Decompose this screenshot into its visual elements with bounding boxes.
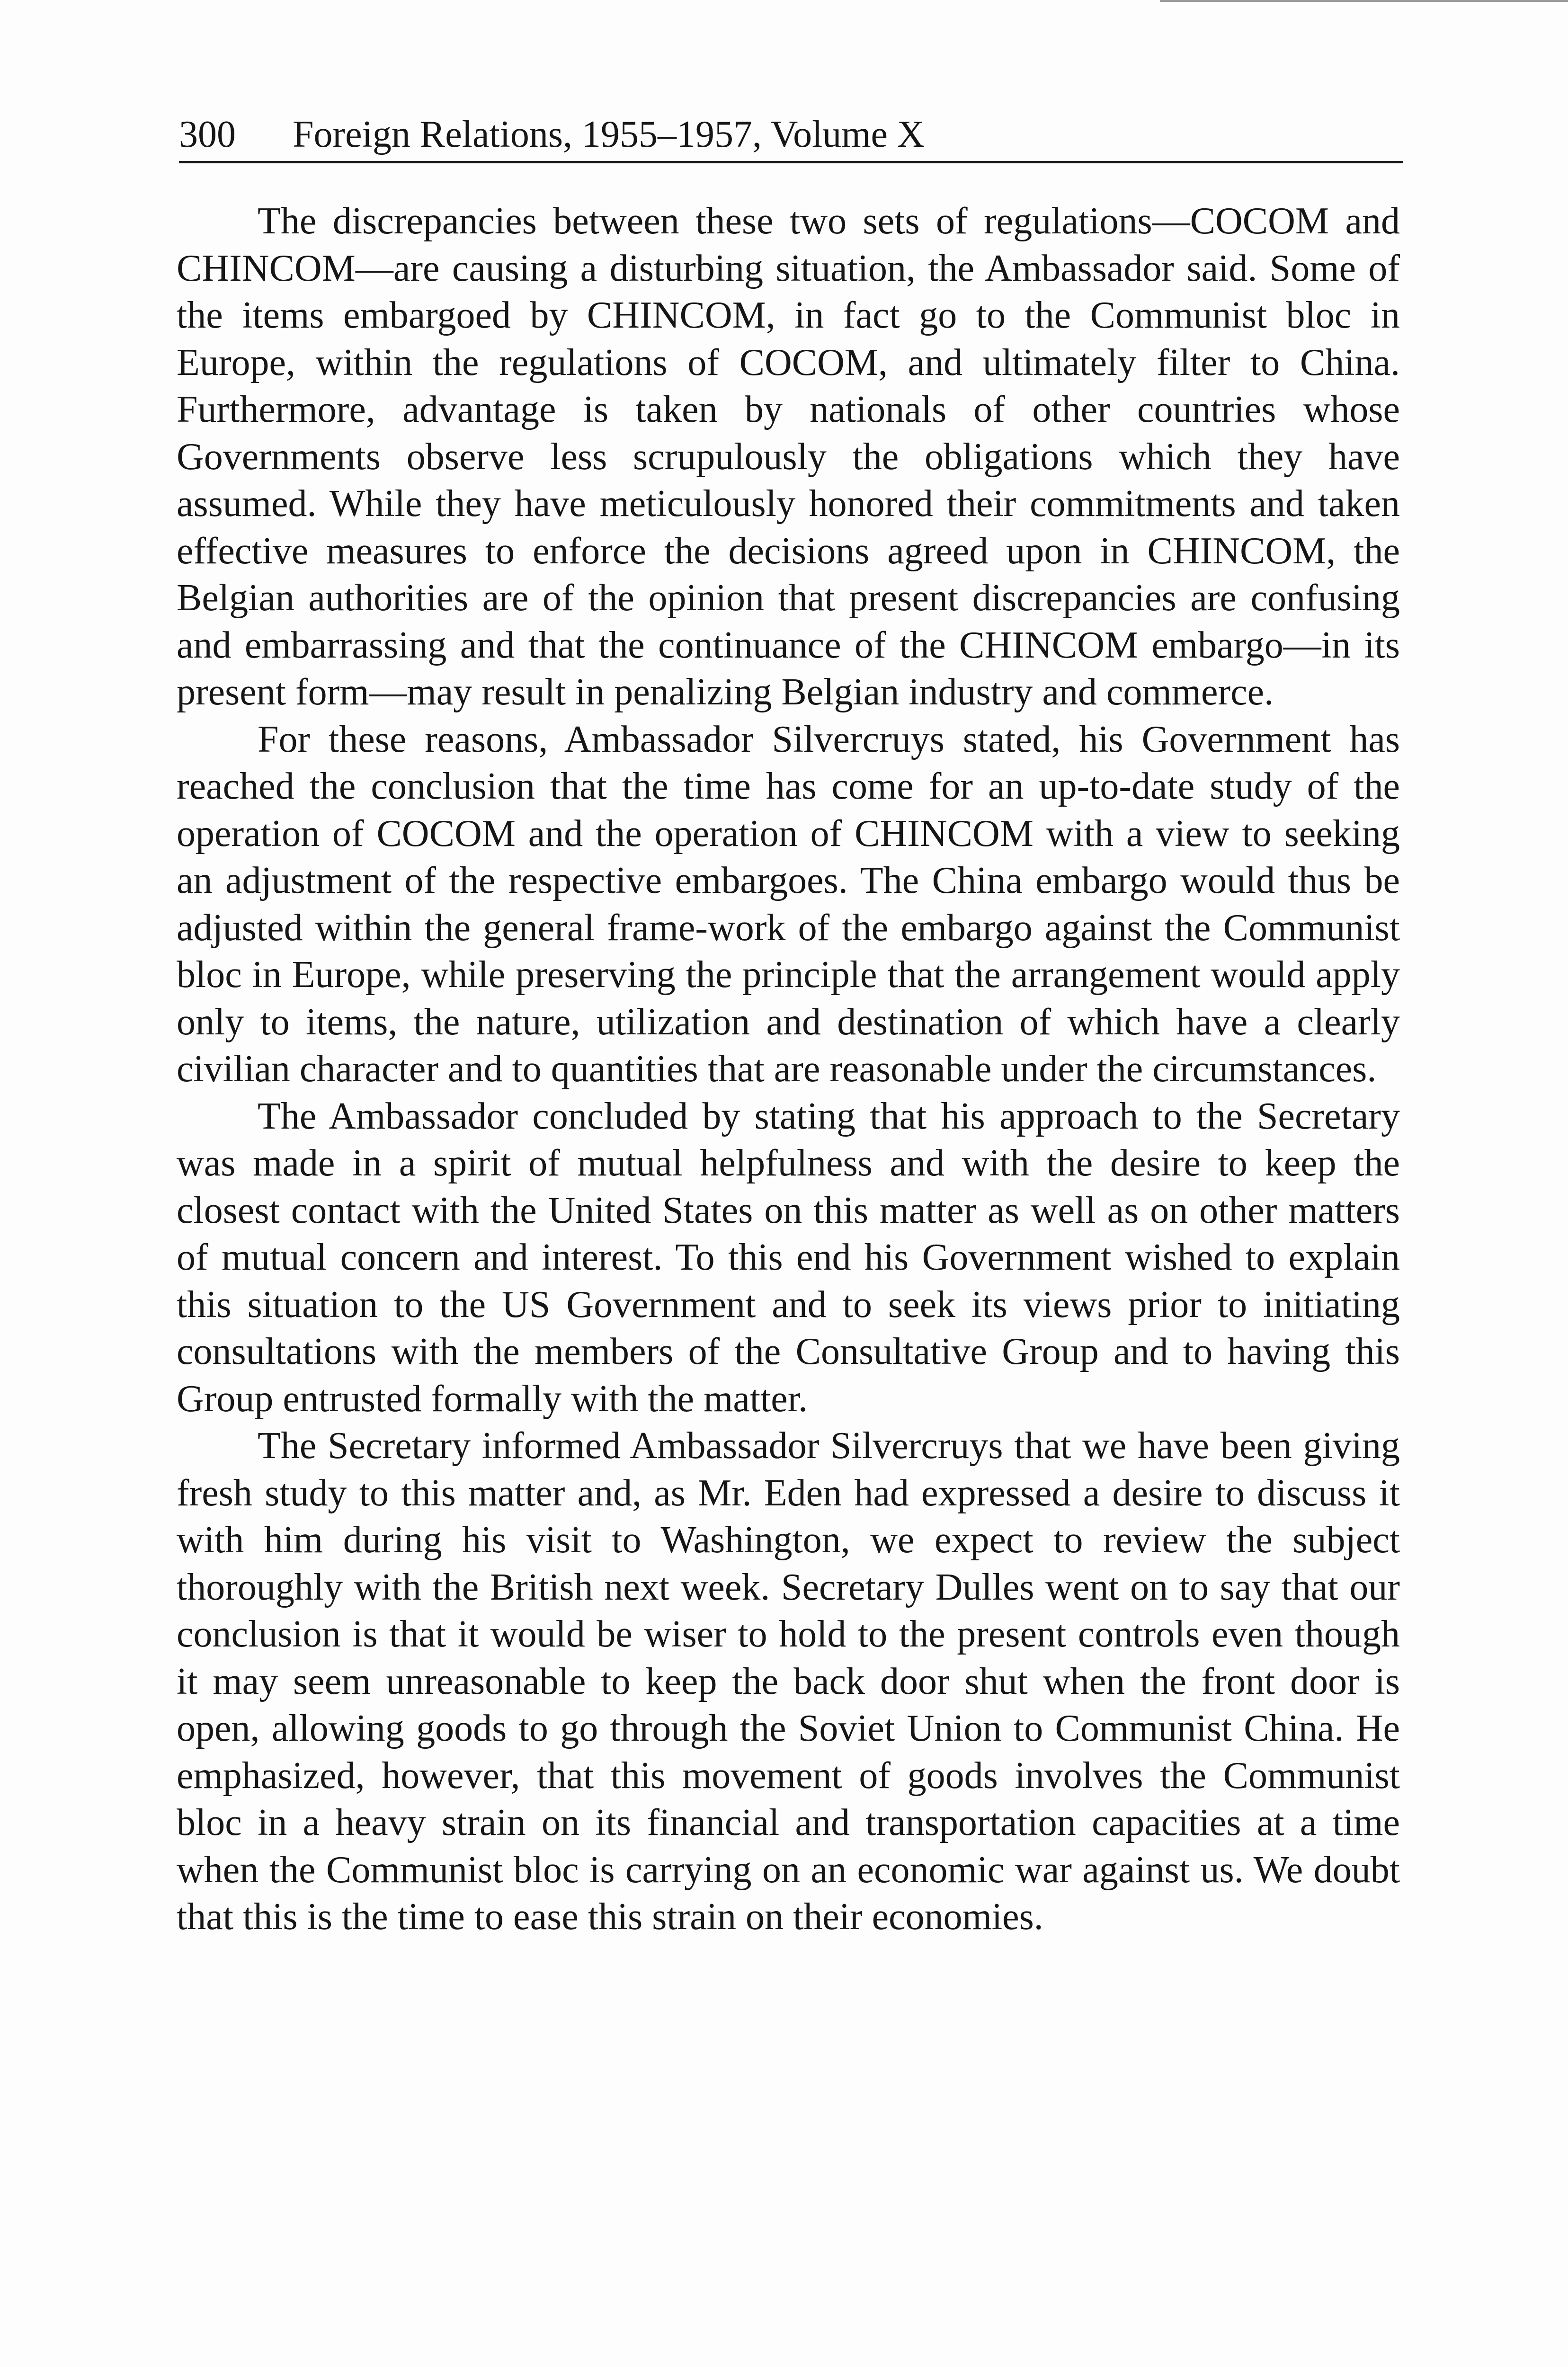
- page-number: 300: [179, 114, 236, 155]
- scan-edge-rule: [1160, 0, 1568, 2]
- paragraph-belgian-conclusion: For these reasons, Ambassador Silvercruys stated, his Government has reached the conclusion that the time has come for an up-to-date study of the operation of COCOM and the operation of CHINCOM with a view to seeking an adjustment of the respective embargoes. The China embargo would thus be adjusted within the general frame-work of the embargo against the Communist bloc in Europe, while preserving the principle that the arrangement would apply only to items, the nature, utilization and destination of which have a clearly civilian character and to quantities that are reasonable under the circumstances.: [177, 718, 1400, 1090]
- volume-title: Foreign Relations, 1955–1957, Volume X: [293, 114, 925, 155]
- paragraph-ambassador-approach: The Ambassador concluded by stating that his approach to the Secretary was made in a spirit of mutual helpfulness and with the desire to keep the closest contact with the United States on this matter as well as on other matters of mutual concern and interest. To this end his Government wished to explain this situation to the US Government and to seek its views prior to initiating consultations with the members of the Consultative Group and to having this Group entrusted formally with the matter.: [177, 1095, 1400, 1420]
- paragraph-cocom-chincom-discrepancies: The discrepancies between these two sets of regulations—COCOM and CHINCOM—are causing a disturbing situation, the Ambassador said. Some of the items embargoed by CHINCOM, in fact go to the Communist bloc in Europe, within the regulations of COCOM, and ultimately filter to China. Furthermore, advantage is taken by nationals of other countries whose Governments observe less scrupulously the obligations which they have assumed. While they have meticulously honored their commitments and taken effective measures to enforce the decisions agreed upon in CHINCOM, the Belgian authorities are of the opinion that present discrepancies are confusing and embarrassing and that the continuance of the CHINCOM embargo—in its present form—may result in penalizing Belgian industry and commerce.: [177, 200, 1400, 713]
- paragraph-secretary-response: The Secretary informed Ambassador Silvercruys that we have been giving fresh study to this matter and, as Mr. Eden had expressed a desire to discuss it with him during his visit to Washington, we expect to review the subject thoroughly with the British next week. Secretary Dulles went on to say that our conclusion is that it would be wiser to hold to the present controls even though it may seem unreasonable to keep the back door shut when the front door is open, allowing goods to go through the Soviet Union to Communist China. He emphasized, however, that this movement of goods involves the Communist bloc in a heavy strain on its financial and transportation capacities at a time when the Communist bloc is carrying on an economic war against us. We doubt that this is the time to ease this strain on their economies.: [177, 1425, 1400, 1938]
- running-header: [179, 108, 1403, 163]
- body-text: [177, 198, 1400, 1941]
